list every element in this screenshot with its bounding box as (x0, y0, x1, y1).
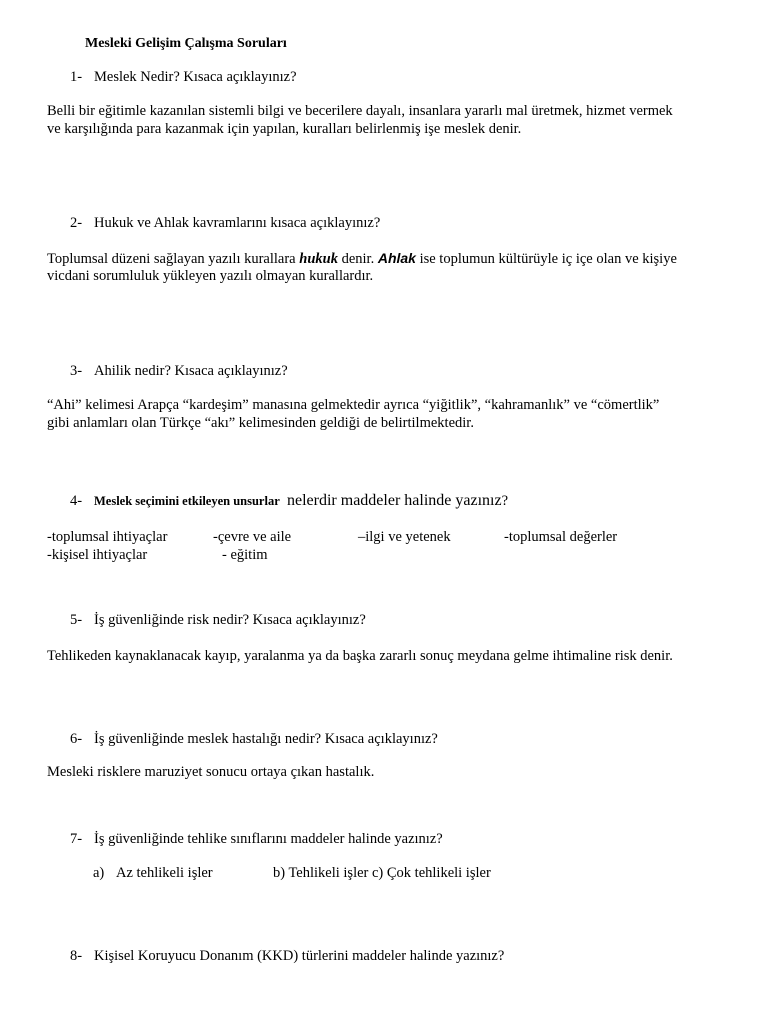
question-4: 4- Meslek seçimini etkileyen unsurlar nelerdir maddeler halinde yazınız? (70, 492, 508, 509)
question-7: 7- İş güvenliğinde tehlike sınıflarını maddeler halinde yazınız? (70, 831, 443, 847)
answer-5: Tehlikeden kaynaklanacak kayıp, yaralanma ya da başka zararlı sonuç meydana gelme ihtimaline risk denir. (47, 648, 673, 664)
factor-item: -toplumsal ihtiyaçlar (47, 529, 168, 545)
factor-item: –ilgi ve yetenek (358, 529, 451, 545)
term-ahlak: Ahlak (377, 250, 416, 266)
question-8: 8- Kişisel Koruyucu Donanım (KKD) türlerini maddeler halinde yazınız? (70, 948, 505, 964)
answer-3-line-2: gibi anlamları olan Türkçe “akı” kelimesinden geldiği de belirtilmektedir. (47, 415, 474, 431)
factor-item: -çevre ve aile (213, 529, 292, 545)
factor-item: - eğitim (222, 547, 268, 563)
hazard-class-bc: b) Tehlikeli işler c) Çok tehlikeli işler (273, 865, 491, 881)
answer-1-line-1: Belli bir eğitimle kazanılan sistemli bilgi ve becerilere dayalı, insanlara yararlı mal üretmek, hizmet vermek (47, 103, 673, 119)
page-title: Mesleki Gelişim Çalışma Soruları (85, 36, 287, 51)
answer-2-line-1: Toplumsal düzeni sağlayan yazılı kurallara hukuk denir. Ahlak ise toplumun kültürüyle iç içe olan ve kişiye (47, 250, 677, 267)
answer-3-line-1: “Ahi” kelimesi Arapça “kardeşim” manasına gelmektedir ayrıca “yiğitlik”, “kahramanlık” ve “cömertlik” (47, 397, 660, 413)
question-2: 2- Hukuk ve Ahlak kavramlarını kısaca açıklayınız? (70, 215, 381, 231)
question-5: 5- İş güvenliğinde risk nedir? Kısaca açıklayınız? (70, 612, 366, 628)
answer-6: Mesleki risklere maruziyet sonucu ortaya çıkan hastalık. (47, 764, 375, 780)
question-1: 1- Meslek Nedir? Kısaca açıklayınız? (70, 69, 297, 85)
factor-item: -toplumsal değerler (504, 529, 618, 545)
hazard-class-a: a) Az tehlikeli işler (93, 865, 213, 881)
answer-1-line-2: ve karşılığında para kazanmak için yapılan, kuralları belirlenmiş işe meslek denir. (47, 121, 522, 137)
question-3: 3- Ahilik nedir? Kısaca açıklayınız? (70, 363, 288, 379)
factor-item: -kişisel ihtiyaçlar (47, 547, 148, 563)
term-hukuk: hukuk (299, 251, 338, 267)
question-6: 6- İş güvenliğinde meslek hastalığı nedir? Kısaca açıklayınız? (70, 731, 438, 747)
answer-2-line-2: vicdani sorumluluk yükleyen yazılı olmayan kurallardır. (47, 268, 374, 284)
